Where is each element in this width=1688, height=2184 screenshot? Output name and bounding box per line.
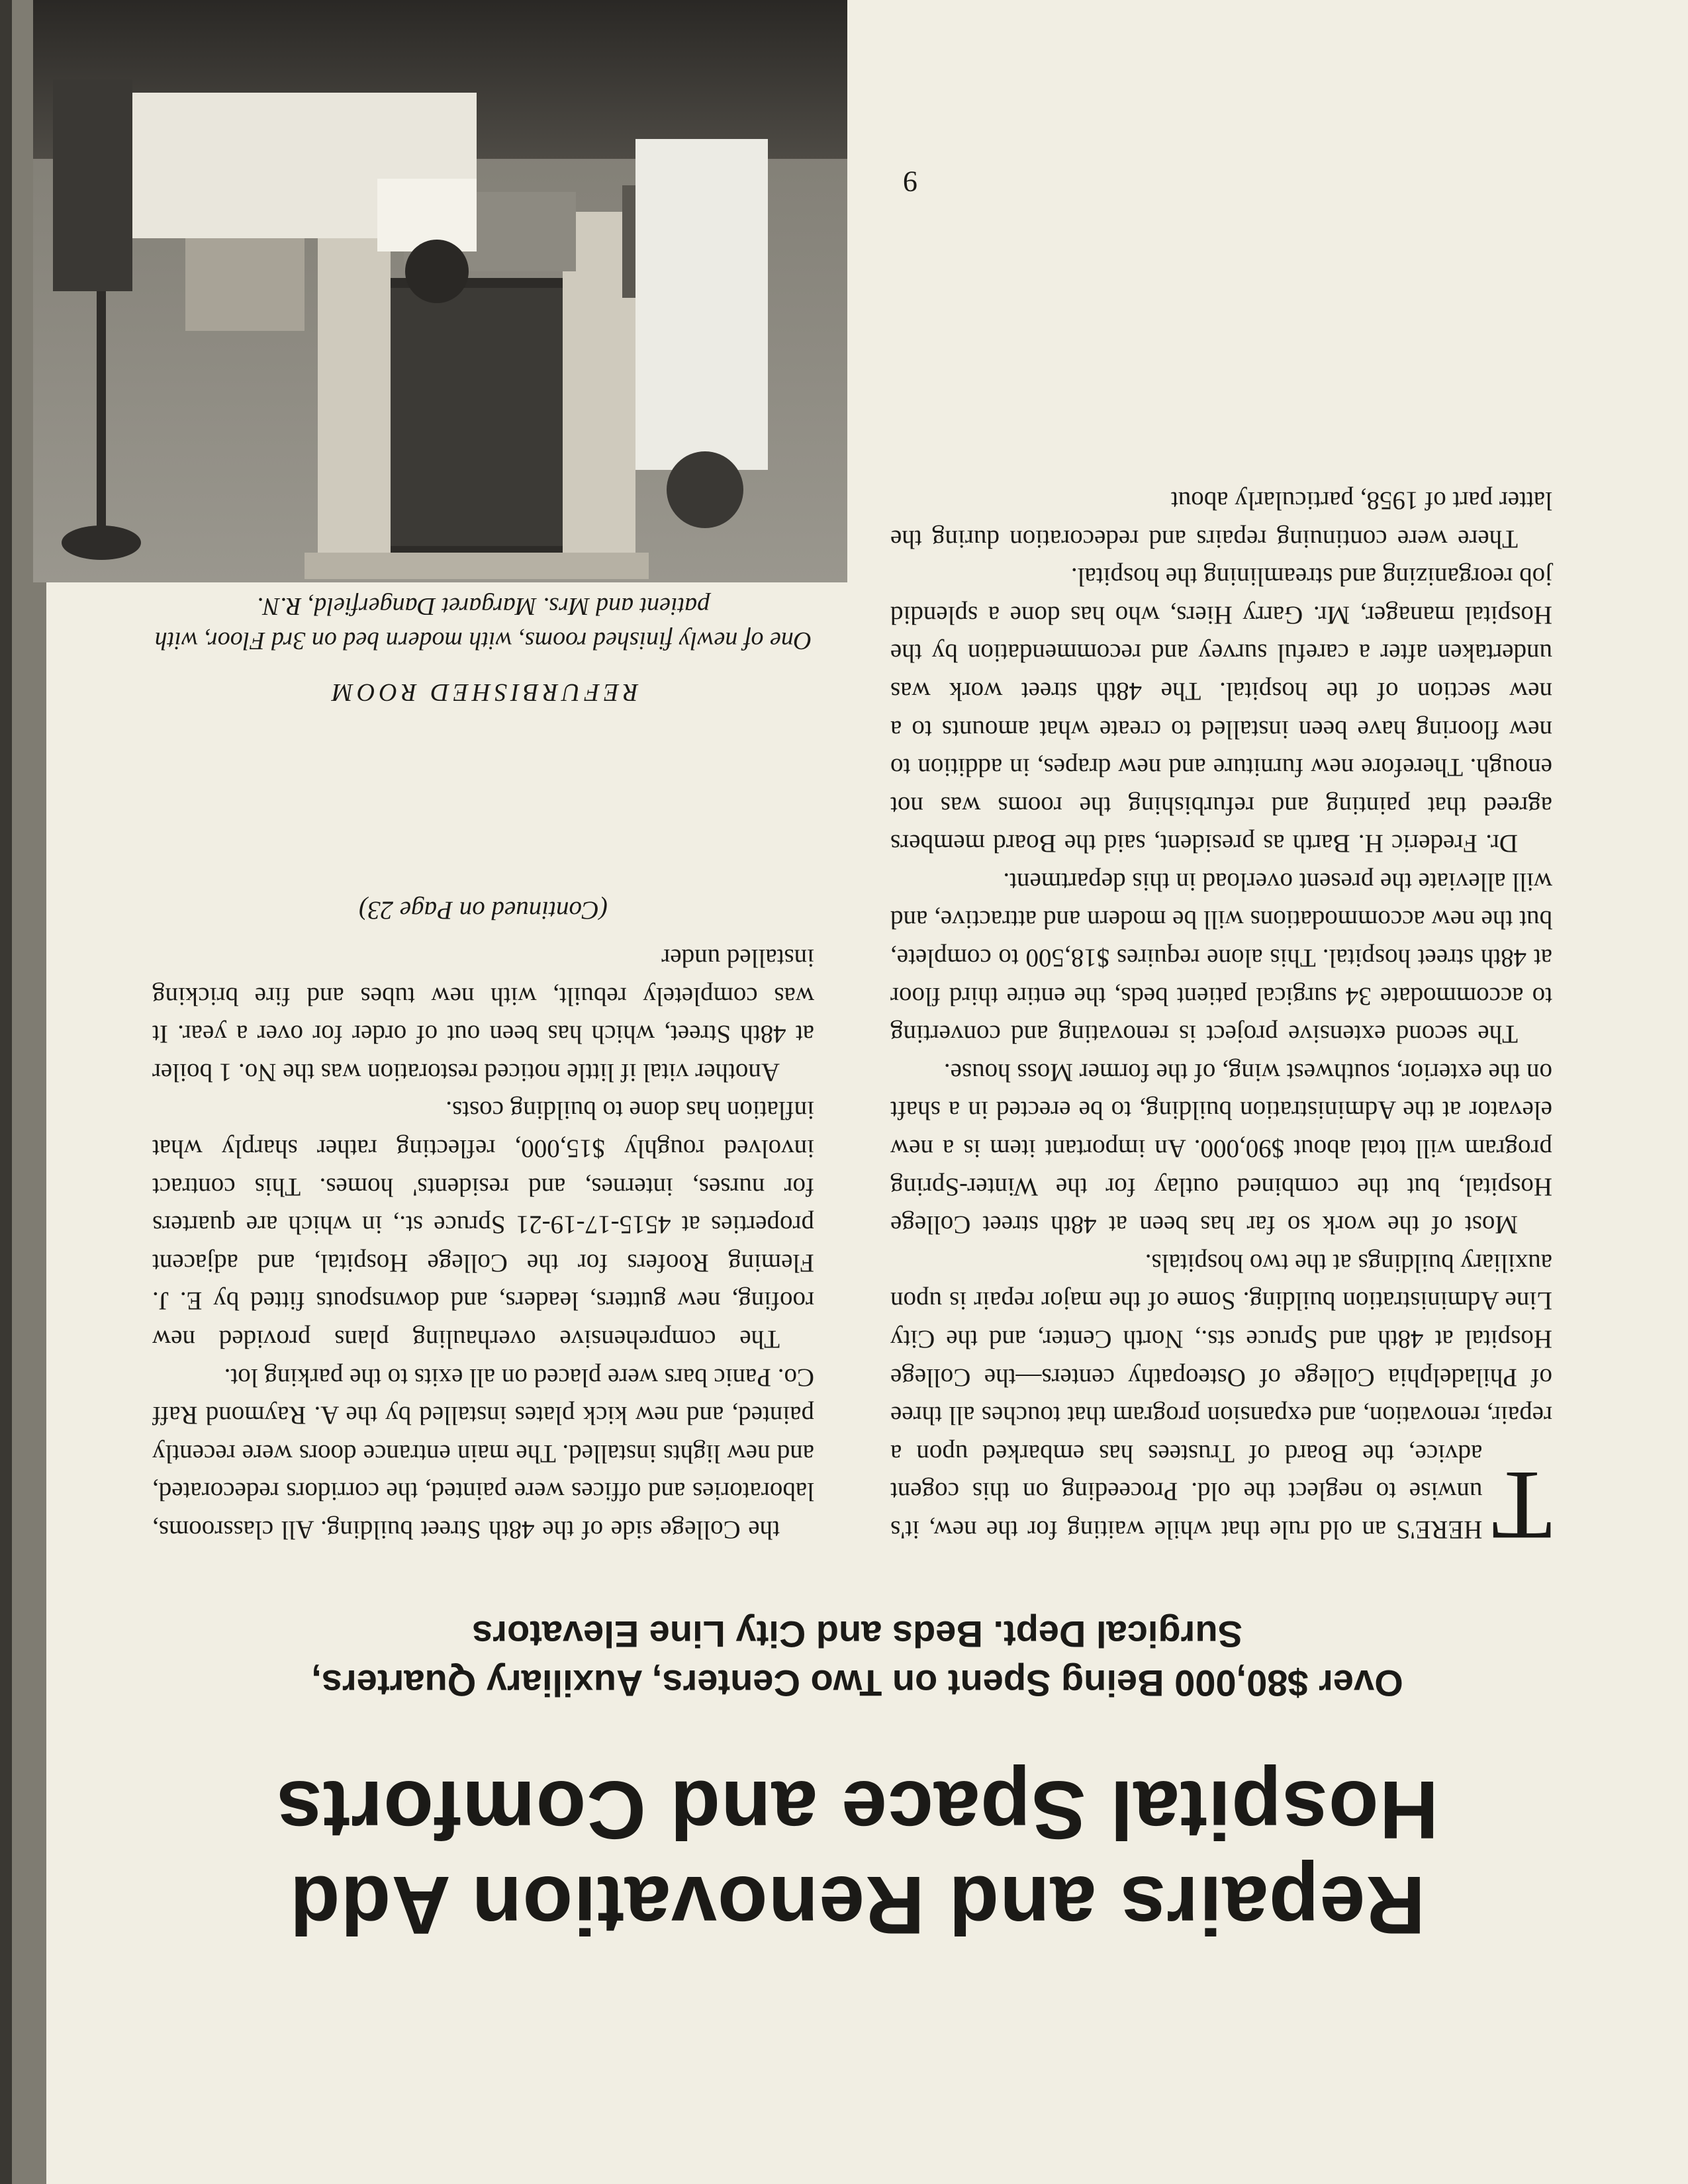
refurbished-room-photo <box>33 0 847 582</box>
lamp-stand <box>97 291 106 556</box>
magazine-page <box>46 0 1688 2184</box>
caption-title: REFURBISHED ROOM <box>328 678 639 706</box>
binding-edge-shadow <box>0 0 12 2184</box>
article-headline: Repairs and Renovation Add Hospital Space and Comforts <box>275 1764 1439 1950</box>
continued-note: (Continued on Page 23) <box>359 896 608 925</box>
bed-frame <box>53 79 132 291</box>
nurse-uniform <box>635 139 768 470</box>
pillow <box>377 179 477 251</box>
curtain-right <box>318 212 391 569</box>
paragraph-6: the College side of the 48th Street building. All classrooms, laboratories and offices were painted, the corridors redecorated, and new lights installed. The main entrance doors were recently painted, and new kick plates installed by the A. Raymond Raff Co. Panic bars were placed on all exits to the parking lot. <box>152 1363 814 1544</box>
paragraph-1 <box>890 1244 1552 1561</box>
drop-cap: T <box>1491 1451 1552 1561</box>
lamp-shade <box>62 525 141 560</box>
left-column <box>890 481 1552 1561</box>
paragraph-4: Dr. Frederic H. Barth as president, said the Board members agreed that painting and refurbishing the rooms was not enough. Therefore new furniture and new drapes, in addition to new flooring have been installed to create what amounts to a new section of the hospital. The 48th street work was undertaken after a careful survey and recommendation by the Hospital manager, Mr. Garry Hiers, who has done a splendid job reorganizing and streamlining the hospital. <box>890 563 1552 858</box>
photo-caption <box>152 589 814 707</box>
paragraph-7: The comprehensive overhauling plans provided new roofing, new gutters, leaders, and downspouts fitted by E. J. Fleming Roofers for the College Hospital, and adjacent properties at 4515-17-19-21 Spruce st., in which are quarters for nurses, internes, and residents' homes. This contract involved roughly $15,000, reflecting rather sharply what inflation has done to building costs. <box>152 1096 814 1354</box>
photo-illustration <box>33 0 847 582</box>
paragraph-5: There were continuing repairs and redecoration during the latter part of 1958, particularly about <box>890 486 1552 553</box>
right-column <box>152 891 814 1549</box>
patient-head <box>405 240 469 303</box>
nurse-head <box>667 451 743 528</box>
window-pane <box>367 288 586 546</box>
caption-text: One of newly finished rooms, with modern bed on 3rd Floor, with patient and Mrs. Margaret Dangerfield, R.N. <box>154 592 812 655</box>
paragraph-2: Most of the work so far has been at 48th street College Hospital, but the combined outlay for the Winter-Spring program will total about $90,000. An important item is a new elevator at the Administration building, to be erected in a shaft on the exterior, southwest wing, of the former Moss house. <box>890 1058 1552 1240</box>
paragraph-3: The second extensive project is renovating and converting to accommodate 34 surgical patient beds, the entire third floor at 48th street hospital. This alone requires $18,500 to complete, but the new accommodations will be modern and attractive, and will alleviate the present overload in this department. <box>890 867 1552 1049</box>
page-number: 9 <box>903 165 917 198</box>
paragraph-8: Another vital if little noticed restoration was the No. 1 boiler at 48th Street, which has been out of order for over a year. It was completely rebuilt, with new tubes and fire bricking installed under <box>152 944 814 1087</box>
paragraph-1-text: HERE'S an old rule that while waiting for the new, it's unwise to neglect the old. Proceeding on this cogent advice, the Board of Trustees has embarked upon a repair, renovation, and expansion program that touches all three of Philadelphia College of Osteopathy centers—the College Hospital at 48th and Spruce sts., North Center, and the City Line Administration building. Some of the major repair is upon auxiliary buildings at the two hospitals. <box>890 1248 1552 1544</box>
article-subhead: Over $80,000 Being Spent on Two Centers, Auxiliary Quarters, Surgical Dept. Beds and City Line Elevators <box>311 1614 1403 1704</box>
valance <box>305 553 649 579</box>
